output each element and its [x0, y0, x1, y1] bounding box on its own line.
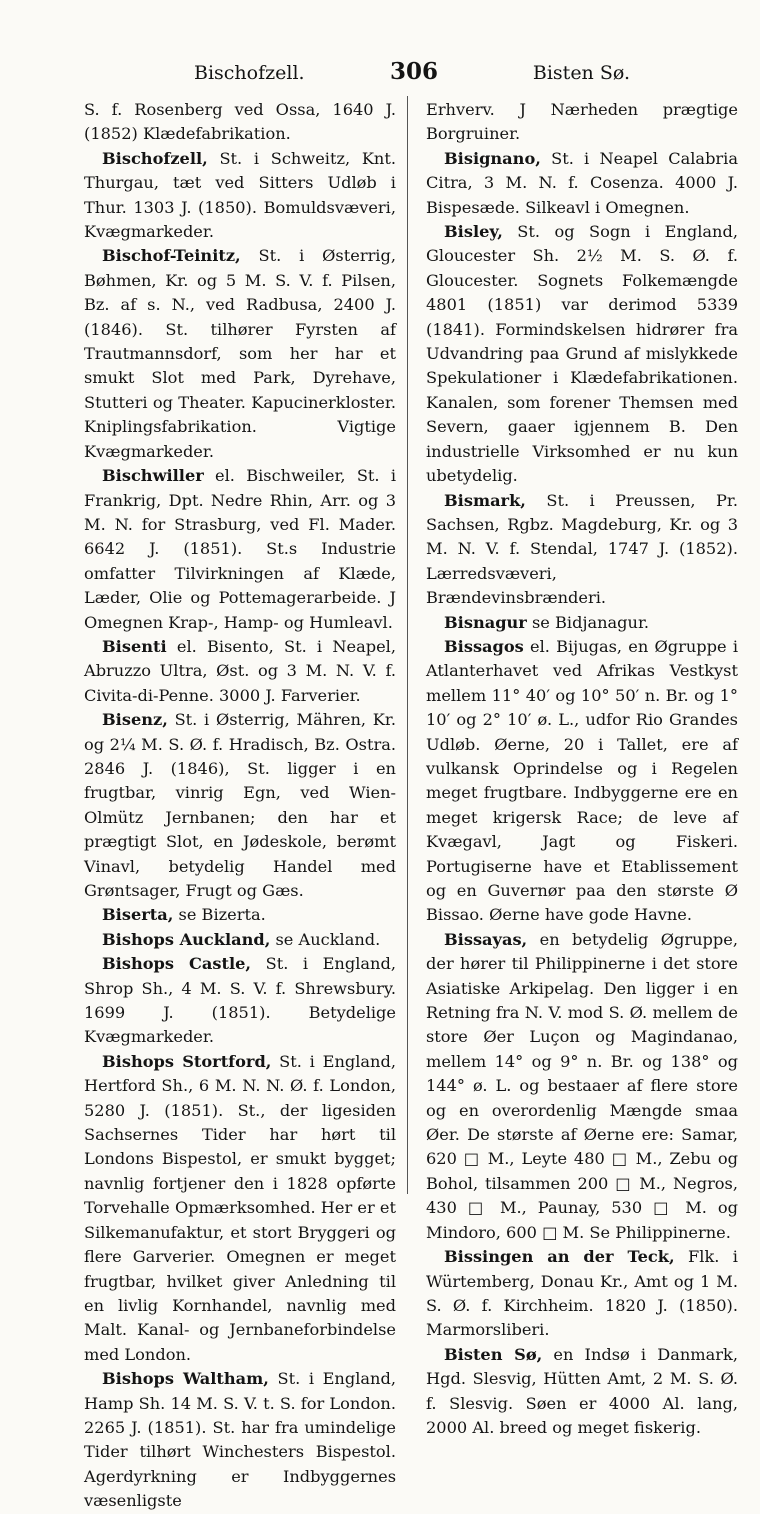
headword: Bisignano, [444, 148, 541, 168]
headword: Bishops Stortford, [102, 1051, 272, 1071]
headword: Bishops Auckland, [102, 929, 271, 949]
entry-bishops-stortford: Bishops Stortford, St. i England, Hertford Sh., 6 M. N. N. Ø. f. London, 5280 J. (1851). St., der ligesiden Sachsernes Tider har hørt til Londons Bispestol, er smukt bygget; navnlig fortjener den i 1828 opførte Torvehalle Opmærksomhed. Her er et Silkemanufaktur, et stort Bryggeri og flere Garverier. Omegnen er meget frugtbar, hvilket giver Anledning til en livlig Kornhandel, navnlig med Malt. Kanal- og Jernbaneforbindelse med London. [84, 1051, 396, 1364]
headword: Bishops Waltham, [102, 1369, 269, 1389]
entry-continuation: S. f. Rosenberg ved Ossa, 1640 J. (1852) Klædefabrikation. [84, 100, 396, 144]
headword: Bishops Castle, [102, 954, 252, 974]
headword: Biserta, [102, 905, 174, 925]
headword: Bischofzell, [102, 148, 208, 168]
entry-bissagos: Bissagos el. Bijugas, en Øgruppe i Atlanterhavet ved Afrikas Vestkyst mellem 11° 40′ og 10° 50′ n. Br. og 1° 10′ og 2° 10′ ø. L., udfor Rio Grandes Udløb. Øerne, 20 i Tallet, ere af vulkansk Oprindelse og i Regelen meget frugtbare. Indbyggerne ere en meget krigersk Race; de leve af Kvægavl, Jagt og Fiskeri. Portugiserne have et Etablissement og en Guvernør paa den største Ø Bissao. Øerne have gode Havne. [426, 636, 738, 925]
headword: Bisnagur [444, 612, 527, 632]
entry-bisnagur: Bisnagur se Bidjanagur. [444, 612, 650, 632]
headword: Bissingen an der Teck, [444, 1247, 675, 1267]
entry-bisley: Bisley, St. og Sogn i England, Gloucester Sh. 2½ M. S. Ø. f. Gloucester. Sognets Folkemængde 4801 (1851) var derimod 5339 (1841). Formindskelsen hidrører fra Udvandring paa Grund af mislykkede Spekulationer i Klædefabrikationen. Kanalen, som forener Themsen med Severn, gaaer igjennem B. Den industrielle Virksomhed er nu kun ubetydelig. [426, 222, 738, 486]
entry-bisenz: Bisenz, St. i Østerrig, Mähren, Kr. og 2¼ M. S. Ø. f. Hradisch, Bz. Ostra. 2846 J. (1846), St. ligger i en frugtbar, vinrig Egn, ved Wien-Olmütz Jernbanen; den har et prægtigt Slot, en Jødeskole, berømt Vinavl, betydelig Handel med Grøntsager, Frugt og Gæs. [84, 710, 396, 900]
headword: Bisenz, [102, 710, 168, 730]
headword: Bisten Sø, [444, 1344, 543, 1364]
page-number: 306 [390, 58, 439, 85]
entry-bisten-so: Bisten Sø, en Indsø i Danmark, Hgd. Slesvig, Hütten Amt, 2 M. S. Ø. f. Slesvig. Søen er 4000 Al. lang, 2000 Al. breed og meget fiskerig. [426, 1344, 738, 1437]
headword: Bissagos [444, 636, 524, 656]
entry-biserta: Biserta, se Bizerta. [102, 905, 266, 925]
entry-bishops-auckland: Bishops Auckland, se Auckland. [102, 929, 381, 949]
entry-bishops-castle: Bishops Castle, St. i England, Shrop Sh., 4 M. S. V. f. Shrewsbury. 1699 J. (1851). Betydelige Kvægmarkeder. [84, 954, 396, 1047]
right-column [426, 98, 738, 1440]
headword: Bisenti [102, 636, 167, 656]
headword: Bischwiller [102, 466, 204, 486]
headword: Bismark, [444, 490, 526, 510]
entry-bissingen: Bissingen an der Teck, Flk. i Würtemberg, Donau Kr., Amt og 1 M. S. Ø. f. Kirchheim. 1820 J. (1850). Marmorsliberi. [426, 1247, 738, 1340]
entry-bischwiller: Bischwiller el. Bischweiler, St. i Frankrig, Dpt. Nedre Rhin, Arr. og 3 M. N. for Strasburg, ved Fl. Mader. 6642 J. (1851). St.s Industrie omfatter Tilvirkningen af Klæde, Læder, Olie og Pottemagerarbeide. J Omegnen Krap-, Hamp- og Humleavl. [84, 466, 396, 632]
entry-bisignano: Bisignano, St. i Neapel Calabria Citra, 3 M. N. f. Cosenza. 4000 J. Bispesæde. Silkeavl i Omegnen. [426, 148, 738, 217]
entry-continuation: Erhverv. J Nærheden prægtige Borgruiner. [426, 100, 738, 144]
running-head-left: Bischofzell. [194, 62, 305, 84]
page-header [84, 58, 648, 92]
entry-bishops-waltham: Bishops Waltham, St. i England, Hamp Sh. 14 M. S. V. t. S. for London. 2265 J. (1851). St. har fra umindelige Tider tilhørt Winchesters Bispestol. Agerdyrkning er Indbyggernes væsenligste [84, 1369, 396, 1511]
headword: Bisley, [444, 222, 503, 242]
entry-bischof-teinitz: Bischof-Teinitz, St. i Østerrig, Bøhmen, Kr. og 5 M. S. V. f. Pilsen, Bz. af s. N., ved Radbusa, 2400 J. (1846). St. tilhører Fyrsten af Trautmannsdorf, som her har et smukt Slot med Park, Dyrehave, Stutteri og Theater. Kapucinerkloster. Kniplingsfabrikation. Vigtige Kvægmarkeder. [84, 246, 396, 461]
running-head-right: Bisten Sø. [532, 62, 630, 84]
left-column [84, 98, 396, 1514]
entry-bisenti: Bisenti el. Bisento, St. i Neapel, Abruzzo Ultra, Øst. og 3 M. N. V. f. Civita-di-Penne. 3000 J. Farverier. [84, 636, 396, 705]
column-divider [407, 96, 408, 1194]
entry-bissayas: Bissayas, en betydelig Øgruppe, der hører til Philippinerne i det store Asiatiske Arkipelag. Den ligger i en Retning fra N. V. mod S. Ø. mellem de store Øer Luçon og Magindanao, mellem 14° og 9° n. Br. og 138° og 144° ø. L. og bestaaer af flere store og en overordenlig Mængde smaa Øer. De største af Øerne ere: Samar, 620 □ M., Leyte 480 □ M., Zebu og Bohol, tilsammen 200 □ M., Negros, 430 □ M., Paunay, 530 □ M. og Mindoro, 600 □ M. Se Philippinerne. [426, 929, 738, 1242]
headword: Bissayas, [444, 929, 528, 949]
entry-bischofzell: Bischofzell, St. i Schweitz, Knt. Thurgau, tæt ved Sitters Udløb i Thur. 1303 J. (1850). Bomuldsvæveri, Kvægmarkeder. [84, 148, 396, 242]
headword: Bischof-Teinitz, [102, 246, 241, 266]
entry-bismark: Bismark, St. i Preussen, Pr. Sachsen, Rgbz. Magdeburg, Kr. og 3 M. N. V. f. Stendal, 1747 J. (1852). Lærredsvæveri, Brændevinsbrænderi. [426, 490, 738, 608]
